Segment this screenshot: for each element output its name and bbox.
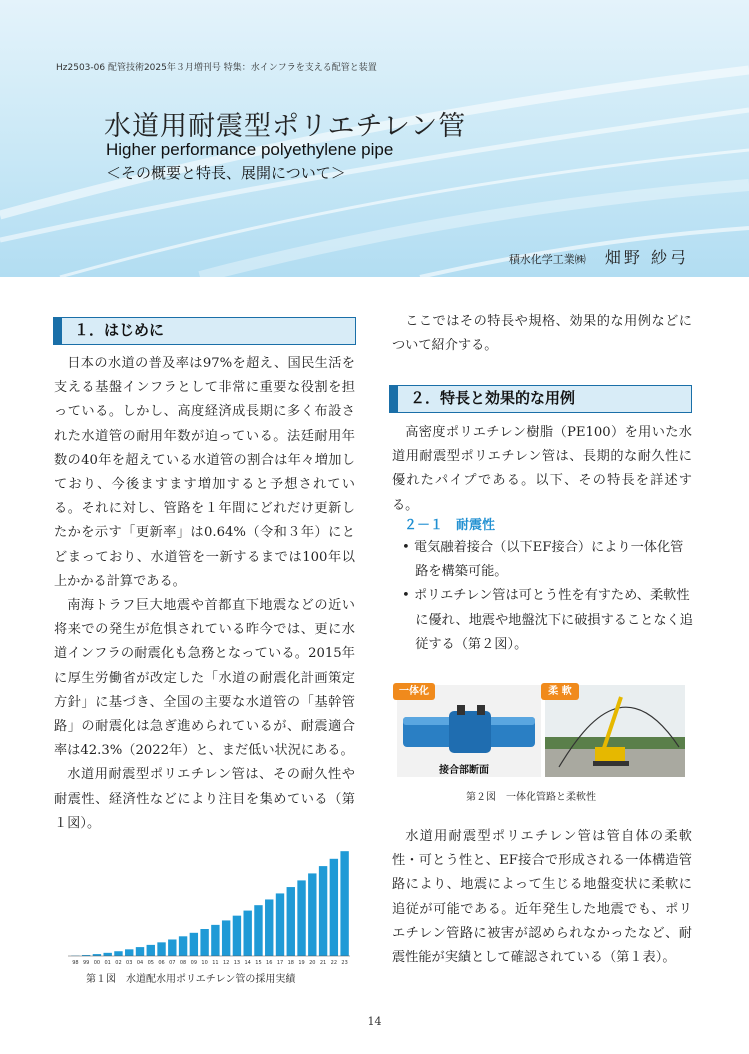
bullet-item: • ポリエチレン管は可とう性を有すため、柔軟性に優れ、地震や地盤沈下に破損することなく追従する（第２図）。	[402, 584, 694, 657]
figure-2	[389, 677, 691, 781]
section-1-continued	[392, 310, 692, 358]
article-title-english: Higher performance polyethylene pipe	[106, 140, 394, 159]
section-2-intro	[392, 421, 692, 518]
chart-bar	[222, 920, 230, 956]
chart-bar	[233, 916, 241, 956]
chart-bar	[254, 905, 262, 956]
x-tick-label: 18	[287, 960, 294, 966]
x-tick-label: 20	[309, 960, 316, 966]
section-1-heading: １．はじめに	[53, 317, 356, 345]
chart-bar	[276, 893, 284, 956]
section-1-body	[54, 352, 355, 836]
x-tick-label: 02	[115, 960, 122, 966]
header-banner	[0, 0, 749, 277]
x-tick-label: 07	[169, 960, 176, 966]
author-affiliation: 積水化学工業㈱	[508, 253, 586, 266]
subsection-2-1-heading: ２－１ 耐震性	[404, 518, 496, 533]
x-tick-label: 13	[233, 960, 241, 966]
page-number: 14	[367, 1015, 382, 1028]
paragraph: 水道用耐震型ポリエチレン管は管自体の柔軟性・可とう性と、EF接合で形成される一体構造管路により、地震によって生じる地盤変状に柔軟に追従が可能である。近年発生した地震でも、ポリエチレン管路に被害が認められなかったなど、耐震性能が実績として確認されている（第１表）。	[392, 829, 692, 966]
x-tick-label: 98	[72, 960, 79, 966]
article-subtitle: ＜その概要と特長、展開について＞	[106, 164, 346, 182]
chart-bar	[297, 880, 305, 956]
chart-bar	[168, 939, 176, 956]
chart-bar	[136, 947, 144, 956]
figure-1-bar-chart	[62, 842, 354, 970]
x-tick-label: 00	[93, 960, 101, 966]
chart-bar	[243, 911, 251, 956]
x-tick-label: 11	[212, 960, 219, 966]
x-tick-label: 05	[147, 960, 154, 966]
chart-bar	[125, 949, 133, 956]
x-tick-label: 09	[190, 960, 198, 966]
chart-bar	[340, 851, 348, 956]
badge-flexible: 柔 軟	[541, 683, 579, 700]
paragraph: 日本の水道の普及率は97%を超え、国民生活を支える基盤インフラとして非常に重要な役割を担っている。しかし、高度経済成長期に多く布設された水道管の耐用年数が迫っている。法廷耐用年数の40年を超えている水道管の割合は年々増加しており、今後ますます増加すると予想されている。それに対し、管路を１年間にどれだけ更新したかを示す「更新率」は0.64%（令和３年）にとどまっており、水道管を一新するまでは100年以上かかる計算である。	[54, 356, 355, 589]
chart-bar	[114, 951, 122, 956]
chart-bar	[308, 873, 316, 956]
photo-label-joint-section: 接合部断面	[439, 765, 489, 776]
x-tick-label: 01	[104, 960, 111, 966]
x-tick-label: 22	[330, 960, 338, 966]
x-tick-label: 21	[319, 960, 327, 966]
x-tick-label: 06	[158, 960, 165, 966]
x-tick-label: 16	[266, 960, 273, 966]
bullet-item: • 電気融着接合（以下EF接合）により一体化管路を構築可能。	[402, 536, 694, 584]
chart-bar	[265, 899, 273, 956]
chart-bar	[319, 866, 327, 956]
x-tick-label: 17	[276, 960, 284, 966]
x-tick-label: 08	[179, 960, 187, 966]
feature-bullet-list	[402, 536, 694, 657]
article-title: 水道用耐震型ポリエチレン管	[104, 111, 467, 142]
x-tick-label: 15	[255, 960, 262, 966]
x-tick-label: 03	[126, 960, 133, 966]
x-tick-label: 99	[82, 960, 90, 966]
badge-integrated: 一体化	[393, 683, 435, 700]
x-tick-label: 12	[222, 960, 230, 966]
figure-2-caption: 第２図 一体化管路と柔軟性	[466, 792, 596, 803]
paragraph: 南海トラフ巨大地震や首都直下地震などの近い将来での発生が危惧されている昨今では、更に水道インフラの耐震化も急務となっている。2015年に厚生労働省が改定した「水道の耐震化計画策定方針」に基づき、全国の主要な水道管の「基幹管路」の耐震化は急ぎ進められているが、耐震適合率は42.3%（2022年）と、まだ低い状況にある。	[54, 598, 355, 759]
x-tick-label: 04	[136, 960, 144, 966]
journal-reference: Hz2503-06 配管技術2025年３月増刊号 特集：水インフラを支える配管と装置	[56, 63, 377, 73]
author-line	[509, 245, 689, 268]
x-tick-label: 19	[298, 960, 305, 966]
x-tick-label: 23	[341, 960, 348, 966]
chart-bar	[211, 925, 219, 956]
section-2-heading: ２．特長と効果的な用例	[389, 385, 692, 413]
author-name: 畑野 紗弓	[604, 248, 689, 267]
chart-bar	[179, 936, 187, 956]
figure-1-caption: 第１図 水道配水用ポリエチレン管の採用実績	[86, 974, 296, 985]
chart-bar	[330, 859, 338, 956]
paragraph: 高密度ポリエチレン樹脂（PE100）を用いた水道用耐震型ポリエチレン管は、長期的な耐久性に優れたパイプである。以下、その特長を詳述する。	[392, 425, 692, 513]
paragraph: 水道用耐震型ポリエチレン管は、その耐久性や耐震性、経済性などにより注目を集めている（第１図）。	[54, 767, 355, 831]
chart-bar	[287, 887, 295, 956]
paragraph: ここではその特長や規格、効果的な用例などについて紹介する。	[392, 314, 692, 354]
chart-bar	[147, 945, 155, 956]
chart-bar	[200, 929, 208, 956]
chart-bar	[157, 942, 165, 956]
chart-bar	[103, 953, 111, 956]
section-2-body	[392, 825, 692, 970]
chart-bar	[190, 933, 198, 956]
x-tick-label: 10	[201, 960, 208, 966]
x-tick-label: 14	[244, 960, 251, 966]
